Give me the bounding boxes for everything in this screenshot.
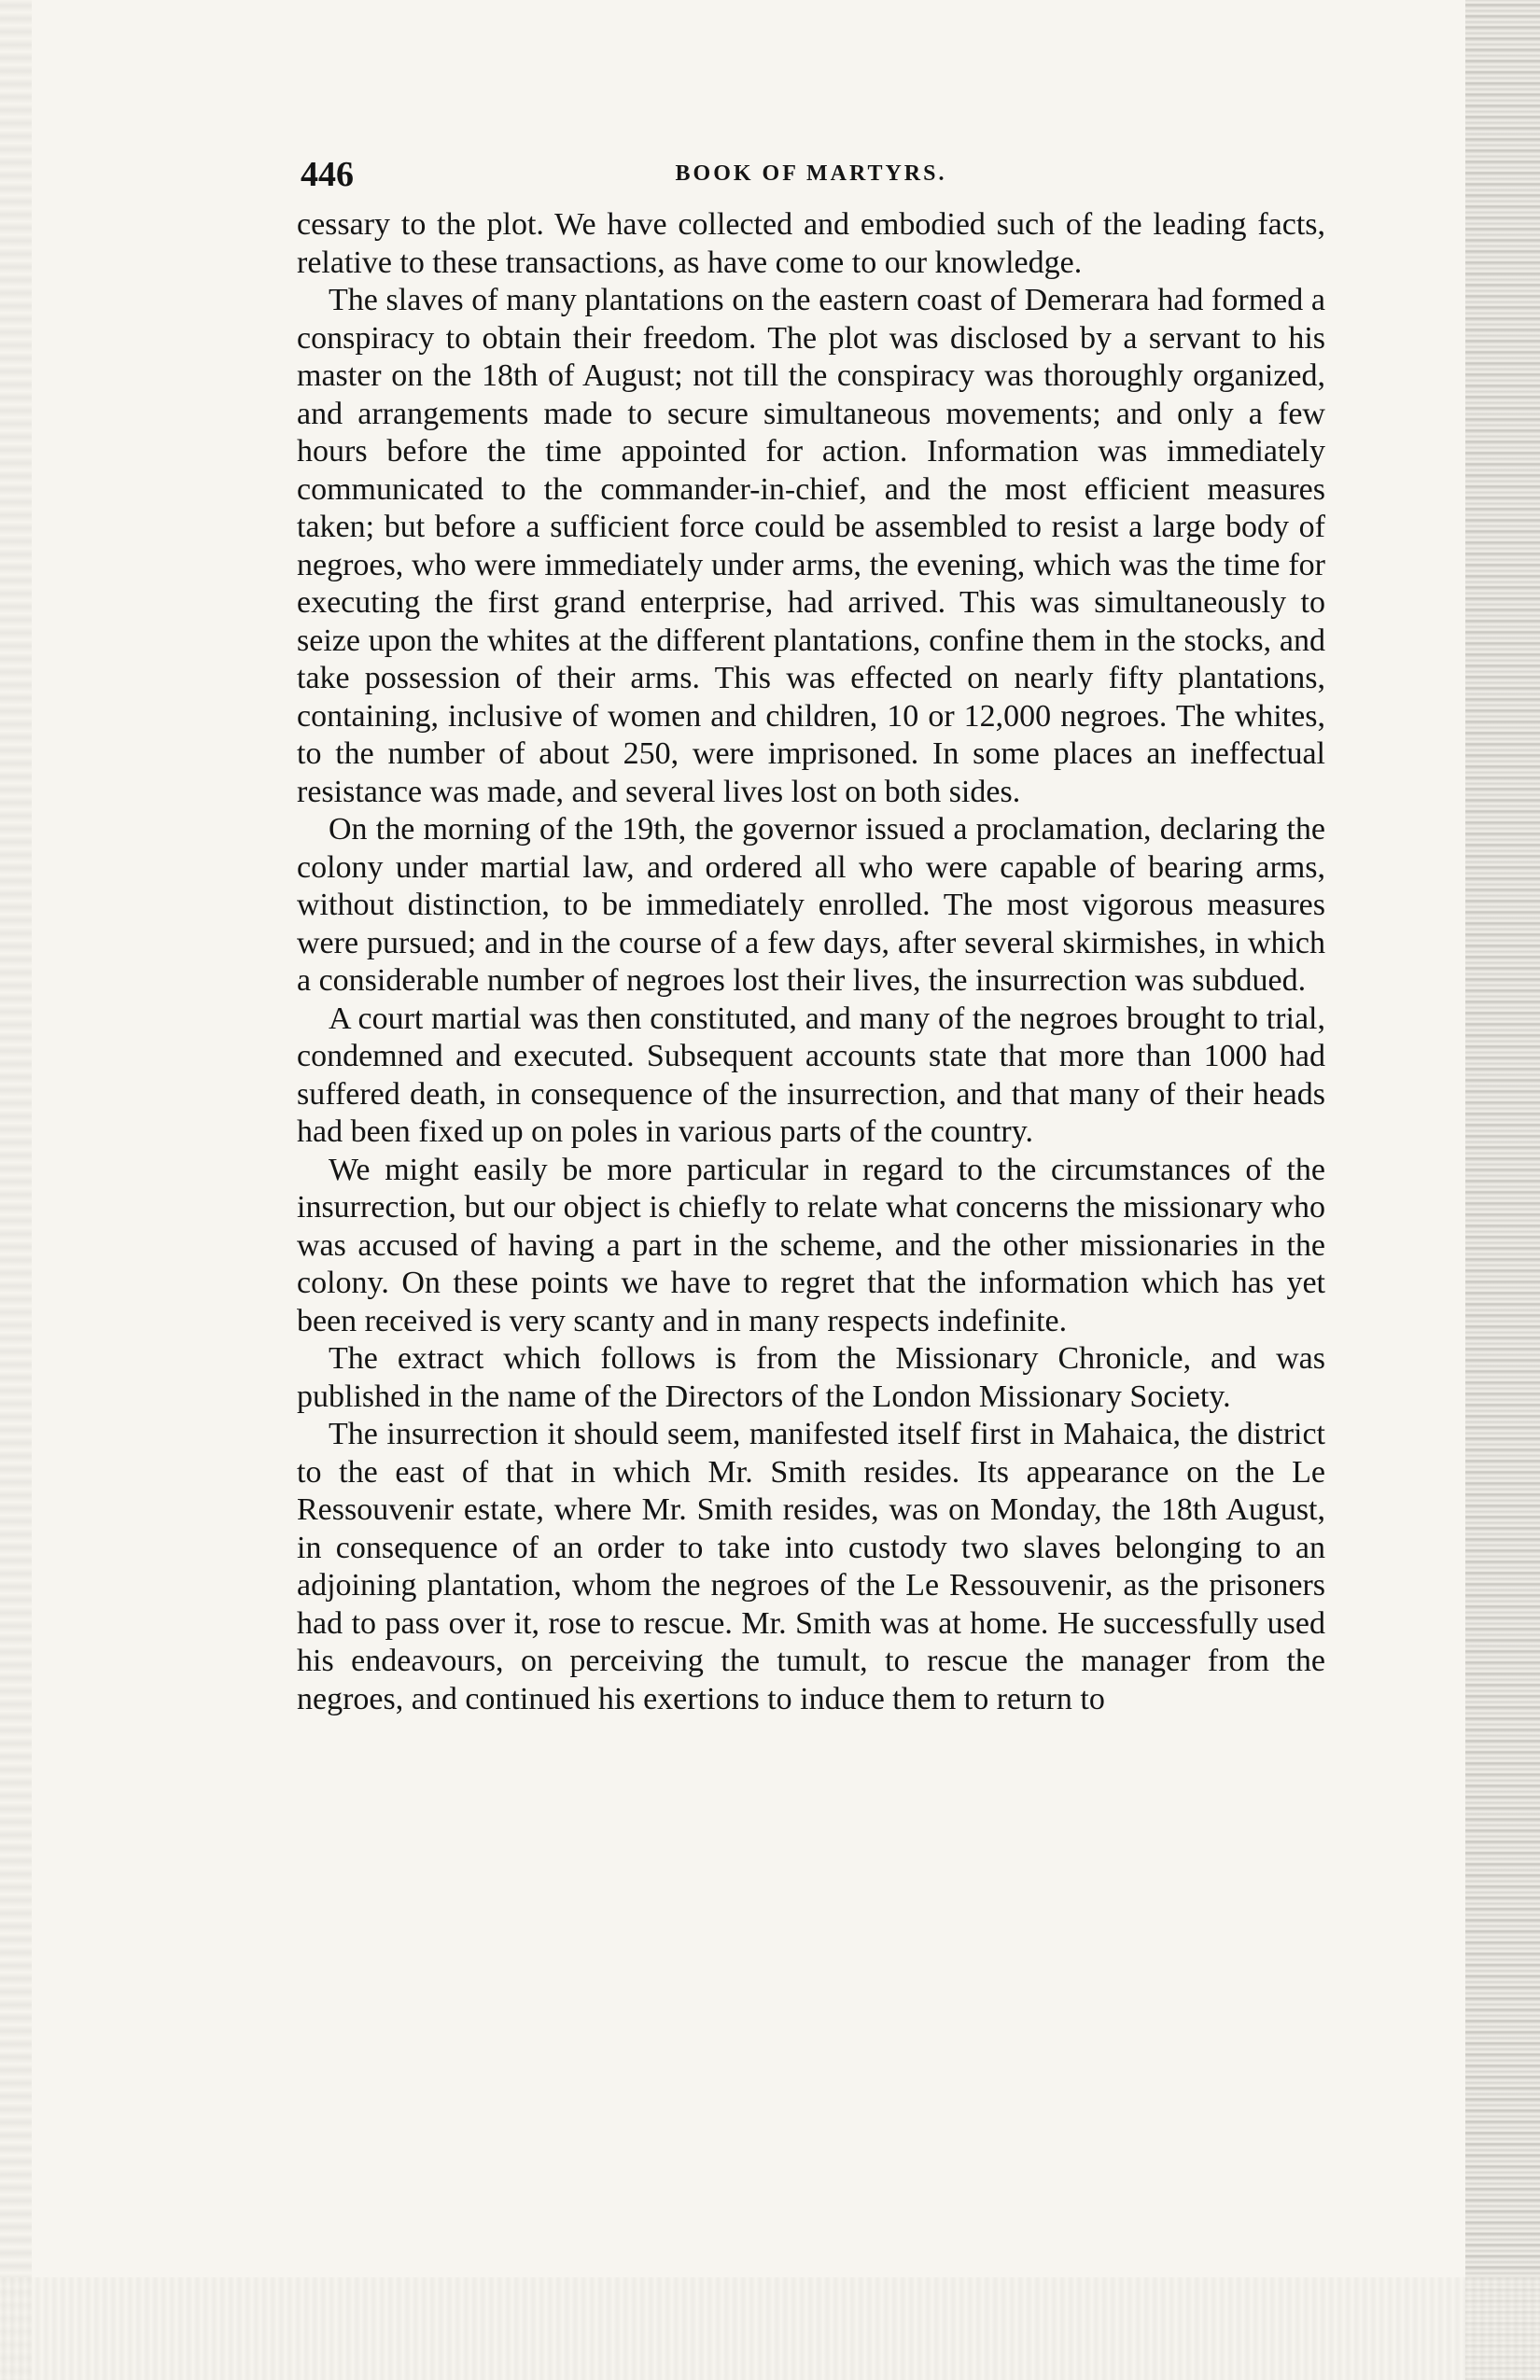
page-number: 446 xyxy=(301,155,354,194)
running-title: BOOK OF MARTYRS. xyxy=(675,161,947,186)
paragraph-continuation: cessary to the plot. We have collected and embodied such of the leading facts, relative to these transactions, as have come to our knowledge. xyxy=(297,207,1325,280)
right-page-edge xyxy=(1465,0,1540,2380)
page-text-block xyxy=(297,154,1325,1718)
bottom-page-edge xyxy=(0,2277,1540,2380)
paragraph-court-martial: A court martial was then constituted, and many of the negroes brought to trial, condemned and executed. Subsequent accounts state that more than 1000 had suffered death, in consequence of the insurrection, and that many of their heads had been fixed up on poles in various parts of the country. xyxy=(297,1001,1325,1149)
paragraph-missionary-concerns: We might easily be more particular in regard to the circumstances of the insurrection, but our object is chiefly to relate what concerns the missionary who was accused of having a part in the scheme, and the other missionaries in the colony. On these points we have to regret that the information which has yet been received is very scanty and in many respects indefinite. xyxy=(297,1152,1325,1338)
running-head xyxy=(297,154,1325,201)
paragraph-proclamation: On the morning of the 19th, the governor issued a proclamation, declaring the colony under martial law, and ordered all who were capable of bearing arms, without distinction, to be immediately enrolled. The most vigorous measures were pursued; and in the course of a few days, after several skirmishes, in which a considerable number of negroes lost their lives, the insurrection was subdued. xyxy=(297,812,1325,998)
paragraph-insurrection-account: The insurrection it should seem, manifested itself first in Mahaica, the district to the east of that in which Mr. Smith resides. Its appearance on the Le Ressouvenir estate, where Mr. Smith resides, was on Monday, the 18th August, in consequence of an order to take into custody two slaves belonging to an adjoining plantation, whom the negroes of the Le Ressouvenir, as the prisoners had to pass over it, rose to rescue. Mr. Smith was at home. He successfully used his endeavours, on perceiving the tumult, to rescue the manager from the negroes, and continued his exertions to induce them to return to xyxy=(297,1417,1325,1716)
left-page-edge xyxy=(0,0,32,2380)
paragraph-extract-source: The extract which follows is from the Missionary Chronicle, and was published in the name of the Directors of the London Missionary Society. xyxy=(297,1341,1325,1414)
paragraph-conspiracy: The slaves of many plantations on the eastern coast of Demerara had formed a conspiracy to obtain their freedom. The plot was disclosed by a servant to his master on the 18th of August; not till the conspiracy was thoroughly organized, and arrangements made to secure simultaneous movements; and only a few hours before the time appointed for action. Information was immediately communicated to the commander-in-chief, and the most efficient measures taken; but before a sufficient force could be assembled to resist a large body of negroes, who were immediately under arms, the evening, which was the time for executing the first grand enterprise, had arrived. This was simultaneously to seize upon the whites at the different plantations, confine them in the stocks, and take possession of their arms. This was effected on nearly fifty plantations, containing, inclusive of women and children, 10 or 12,000 negroes. The whites, to the number of about 250, were imprisoned. In some places an ineffectual resistance was made, and several lives lost on both sides. xyxy=(297,283,1325,809)
